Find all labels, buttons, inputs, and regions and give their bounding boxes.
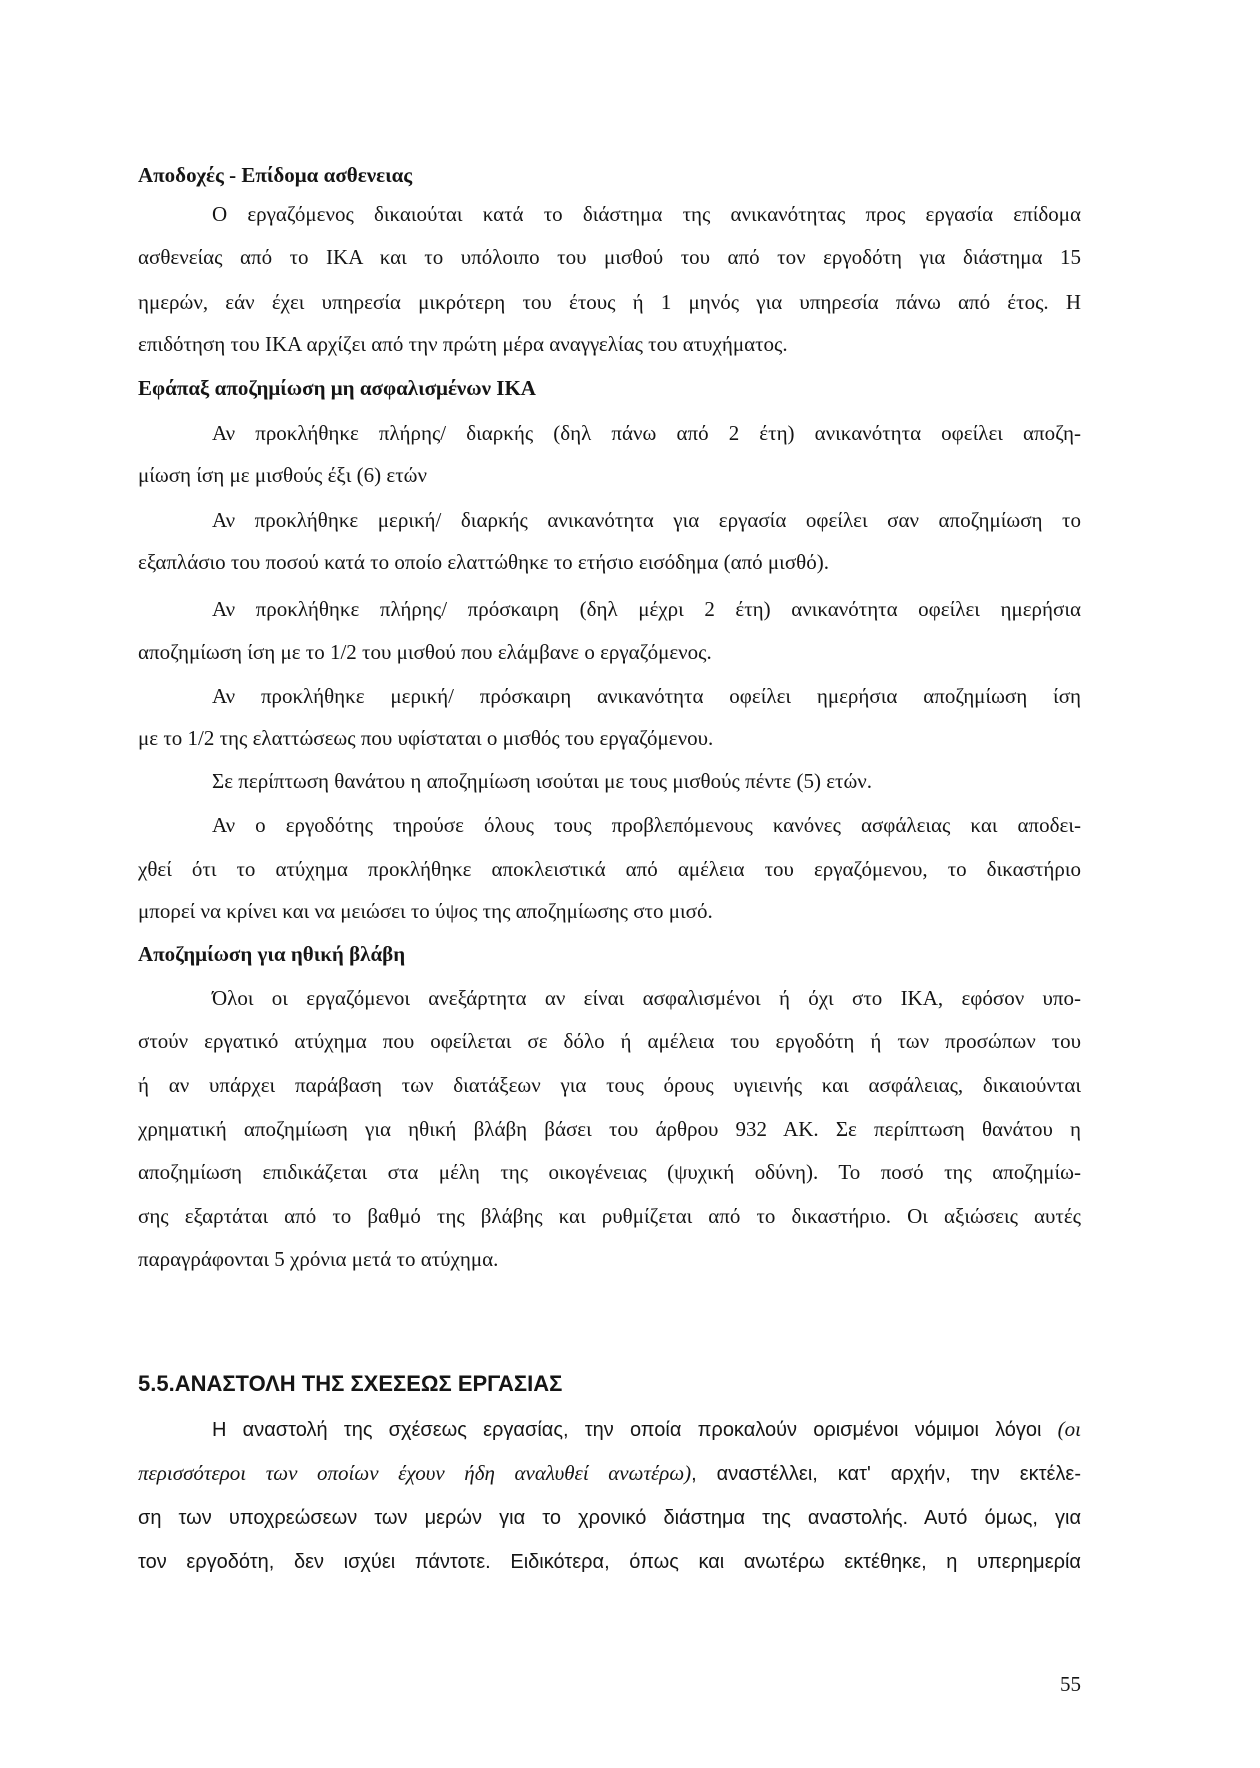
paragraph-line: Αν προκλήθηκε μερική/ διαρκής ανικανότητα για εργασία οφείλει σαν αποζημίωση το bbox=[212, 508, 1081, 532]
paragraph-line: Αν προκλήθηκε μερική/ πρόσκαιρη ανικανότητα οφείλει ημερήσια αποζημίωση ίση bbox=[212, 684, 1081, 708]
paragraph-line: μίωση ίση με μισθούς έξι (6) ετών bbox=[138, 463, 427, 487]
section-heading: 5.5.ΑΝΑΣΤΟΛΗ ΤΗΣ ΣΧΕΣΕΩΣ ΕΡΓΑΣΙΑΣ bbox=[138, 1371, 563, 1396]
paragraph-line: ση των υποχρεώσεων των μερών για το χρονικό διάστημα της αναστολής. Αυτό όμως, για bbox=[138, 1507, 1081, 1529]
page-number: 55 bbox=[1060, 1672, 1081, 1696]
italic-text: περισσότεροι των οποίων έχουν ήδη αναλυθεί ανωτέρω) bbox=[138, 1461, 692, 1485]
paragraph-line: σης εξαρτάται από το βαθμό της βλάβης και ρυθμίζεται από το δικαστήριο. Οι αξιώσεις αυτές bbox=[138, 1204, 1081, 1228]
paragraph-line: χρηματική αποζημίωση για ηθική βλάβη βάσει του άρθρου 932 ΑΚ. Σε περίπτωση θανάτου η bbox=[138, 1117, 1081, 1141]
paragraph-line: ασθενείας από το ΙΚΑ και το υπόλοιπο του μισθού του από τον εργοδότη για διάστημα 15 bbox=[138, 245, 1081, 269]
paragraph-line: παραγράφονται 5 χρόνια μετά το ατύχημα. bbox=[138, 1247, 499, 1271]
paragraph-line: Ο εργαζόμενος δικαιούται κατά το διάστημα της ανικανότητας προς εργασία επίδομα bbox=[212, 202, 1081, 226]
paragraph-line: με το 1/2 της ελαττώσεως που υφίσταται ο μισθός του εργαζόμενου. bbox=[138, 726, 714, 750]
paragraph-line: Αν προκλήθηκε πλήρης/ πρόσκαιρη (δηλ μέχρι 2 έτη) ανικανότητα οφείλει ημερήσια bbox=[212, 597, 1081, 621]
paragraph-line: ή αν υπάρχει παράβαση των διατάξεων για τους όρους υγιεινής και ασφάλειας, δικαιούνται bbox=[138, 1073, 1081, 1097]
paragraph-line: χθεί ότι το ατύχημα προκλήθηκε αποκλειστικά από αμέλεια του εργαζόμενου, το δικαστήριο bbox=[138, 857, 1081, 881]
paragraph-line: τον εργοδότη, δεν ισχύει πάντοτε. Ειδικότερα, όπως και ανωτέρω εκτέθηκε, η υπερημερία bbox=[138, 1551, 1081, 1573]
paragraph-line: μπορεί να κρίνει και να μειώσει το ύψος της αποζημίωσης στο μισό. bbox=[138, 899, 713, 923]
paragraph-line: επιδότηση του ΙΚΑ αρχίζει από την πρώτη μέρα αναγγελίας του ατυχήματος. bbox=[138, 332, 788, 356]
paragraph-line: Αν ο εργοδότης τηρούσε όλους τους προβλεπόμενους κανόνες ασφάλειας και αποδει- bbox=[212, 813, 1081, 837]
paragraph-text: Η αναστολή της σχέσεως εργασίας, την οποία προκαλούν ορισμένοι νόμιμοι λόγοι bbox=[212, 1419, 1058, 1441]
paragraph-text: , αναστέλλει, κατ' αρχήν, την εκτέλε- bbox=[691, 1463, 1082, 1485]
section-heading: Αποδοχές - Επίδομα ασθενειας bbox=[138, 163, 413, 187]
paragraph-line: αποζημίωση ίση με το 1/2 του μισθού που ελάμβανε ο εργαζόμενος. bbox=[138, 640, 712, 664]
paragraph-line: στούν εργατικό ατύχημα που οφείλεται σε δόλο ή αμέλεια του εργοδότη ή των προσώπων του bbox=[138, 1029, 1081, 1053]
paragraph-line bbox=[138, 1458, 1081, 1488]
paragraph-line: εξαπλάσιο του ποσού κατά το οποίο ελαττώθηκε το ετήσιο εισόδημα (από μισθό). bbox=[138, 550, 829, 574]
paragraph-line: Αν προκλήθηκε πλήρης/ διαρκής (δηλ πάνω από 2 έτη) ανικανότητα οφείλει αποζη- bbox=[212, 421, 1081, 445]
paragraph-line: ημερών, εάν έχει υπηρεσία μικρότερη του έτους ή 1 μηνός για υπηρεσία πάνω από έτος. Η bbox=[138, 290, 1081, 314]
italic-text: (οι bbox=[1057, 1417, 1081, 1441]
section-heading: Εφάπαξ αποζημίωση μη ασφαλισμένων ΙΚΑ bbox=[138, 376, 536, 400]
paragraph-line: Όλοι οι εργαζόμενοι ανεξάρτητα αν είναι ασφαλισμένοι ή όχι στο ΙΚΑ, εφόσον υπο- bbox=[212, 986, 1081, 1010]
paragraph-line bbox=[212, 1414, 1081, 1444]
section-heading: Αποζημίωση για ηθική βλάβη bbox=[138, 942, 406, 966]
paragraph-line: Σε περίπτωση θανάτου η αποζημίωση ισούται με τους μισθούς πέντε (5) ετών. bbox=[212, 769, 873, 793]
paragraph-line: αποζημίωση επιδικάζεται στα μέλη της οικογένειας (ψυχική οδύνη). Το ποσό της αποζημίω- bbox=[138, 1160, 1081, 1184]
